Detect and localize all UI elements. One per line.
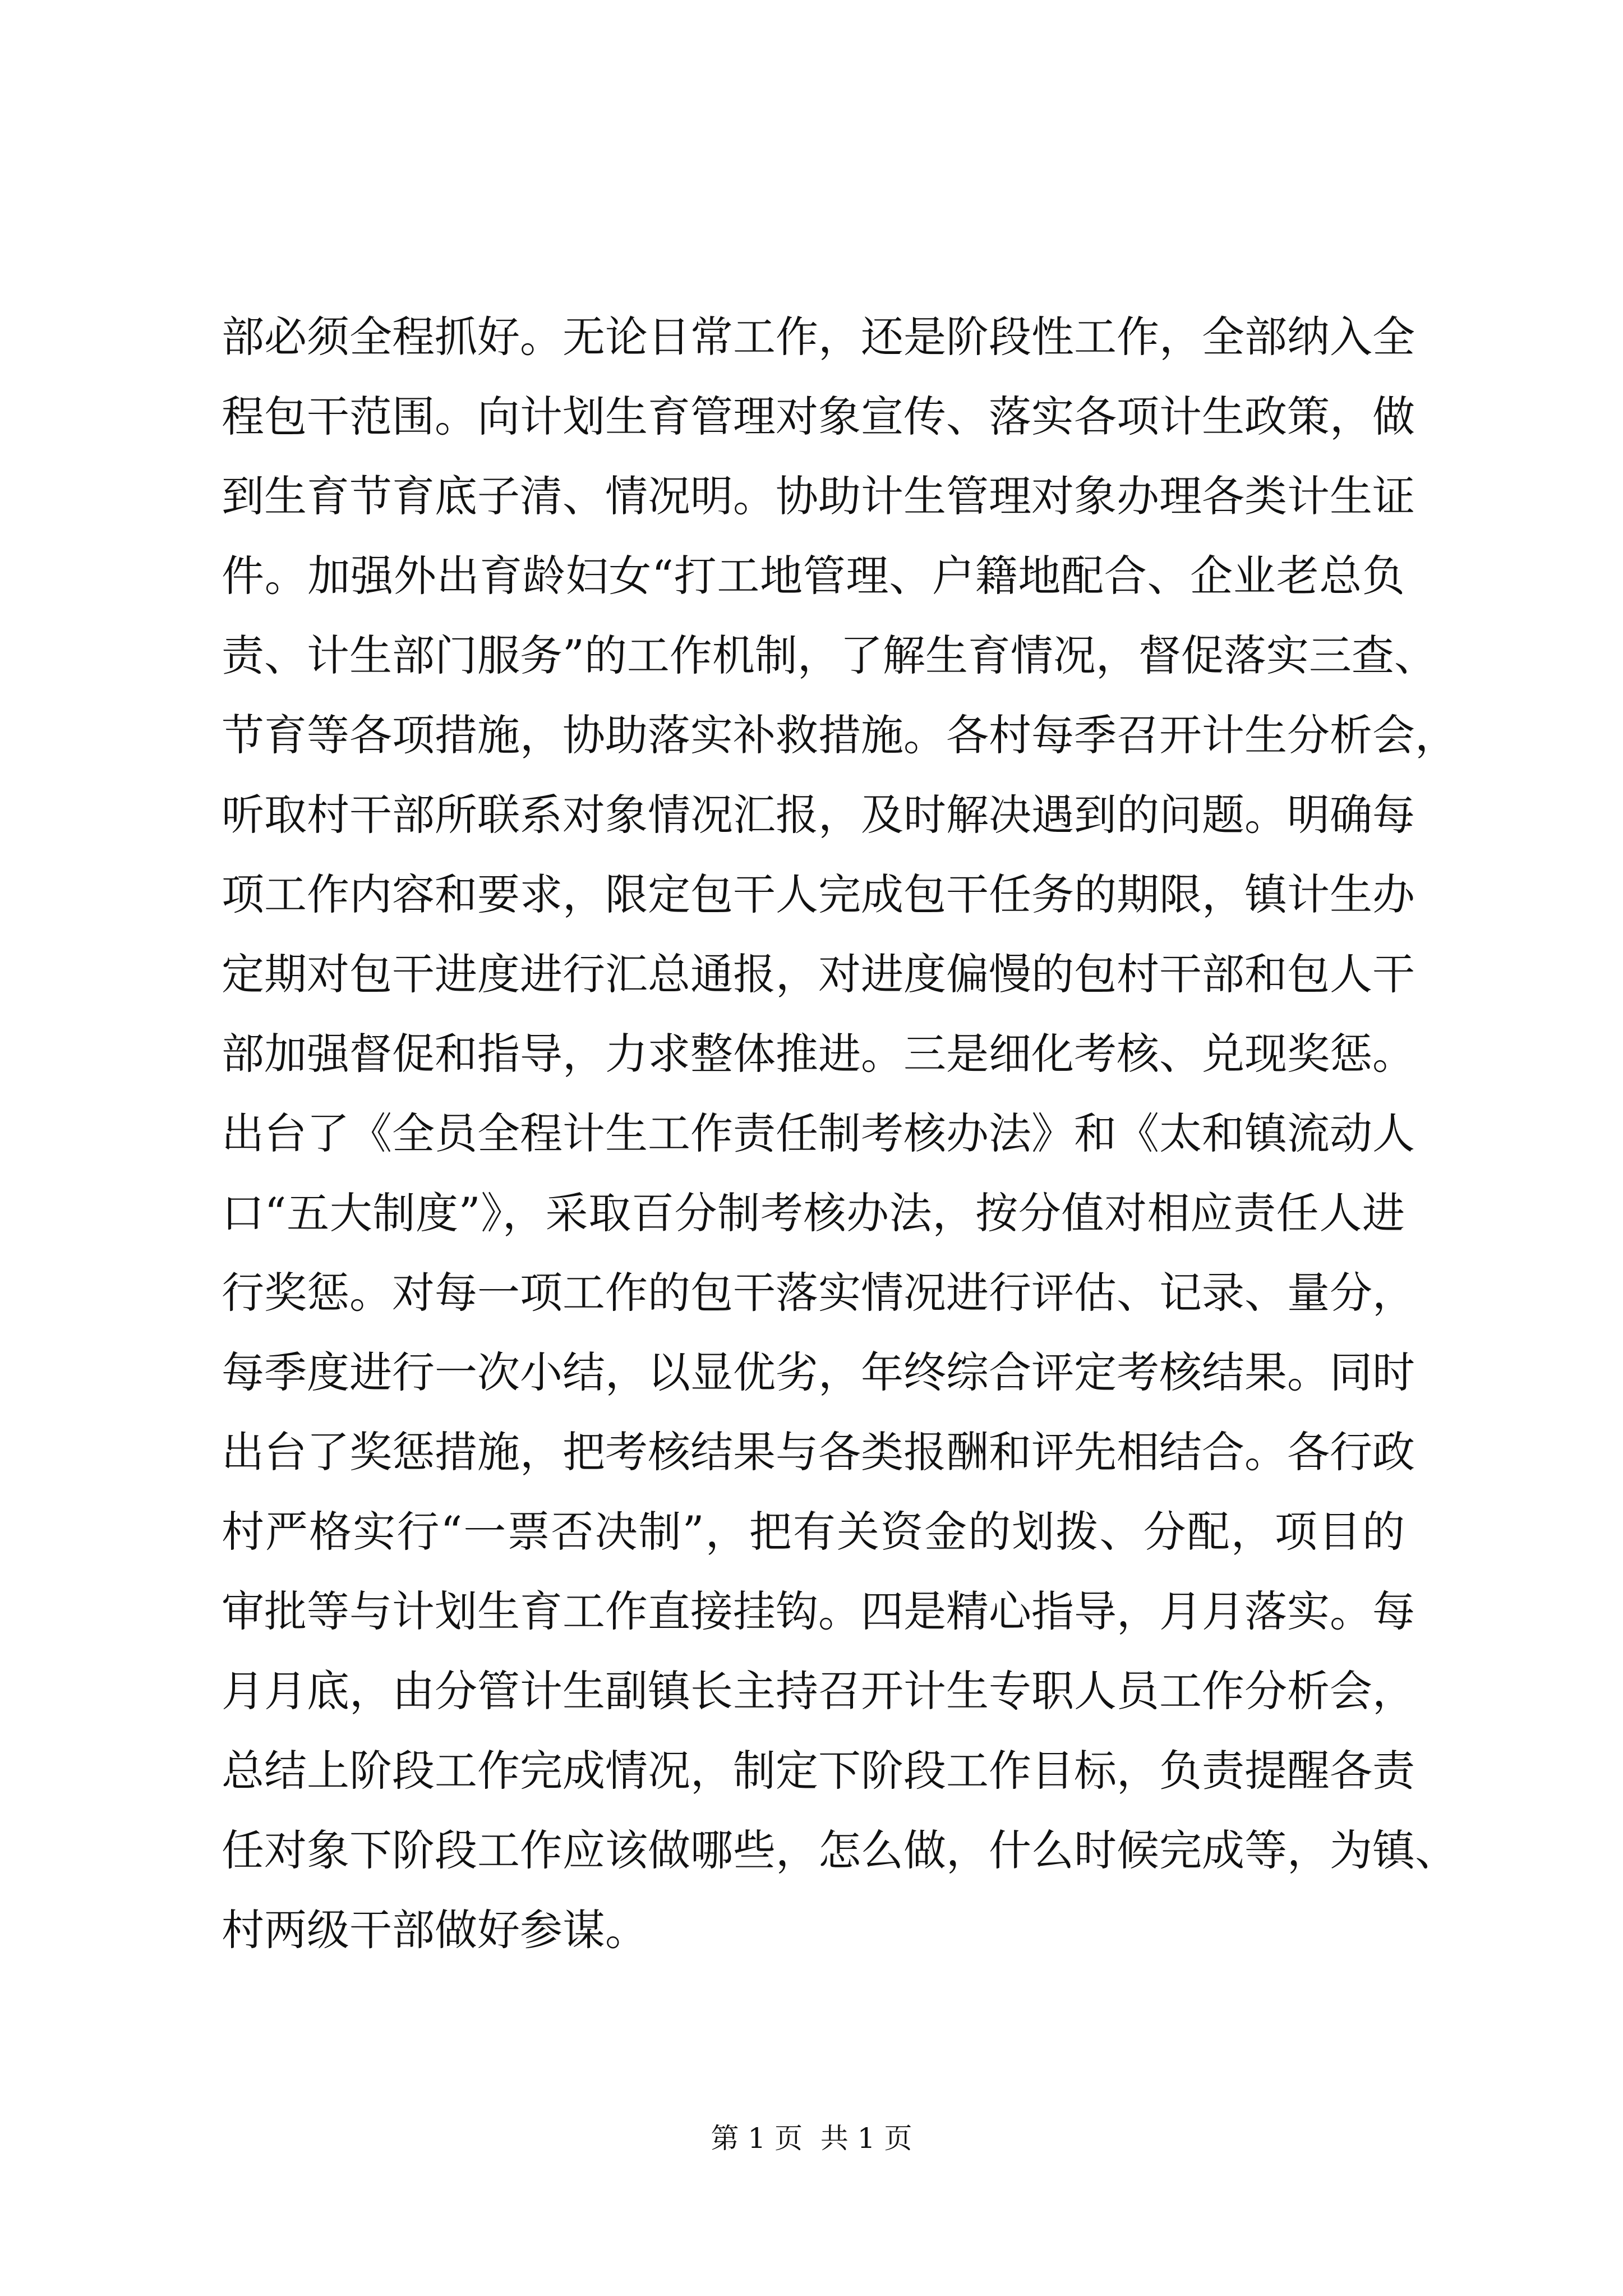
text-line: 审批等与计划生育工作直接挂钩。四是精心指导，月月落实。每 <box>222 1586 1415 1636</box>
page-number-label: 第 1 页 共 1 页 <box>711 2122 912 2155</box>
text-line: 件。加强外出育龄妇女“打工地管理、户籍地配合、企业老总负 <box>222 551 1405 601</box>
text-line: 部必须全程抓好。无论日常工作，还是阶段性工作，全部纳入全 <box>222 312 1415 362</box>
text-line: 村两级干部做好参谋。 <box>222 1905 648 1955</box>
text-line: 总结上阶段工作完成情况，制定下阶段工作目标，负责提醒各责 <box>222 1746 1415 1796</box>
text-line: 责、计生部门服务”的工作机制，了解生育情况，督促落实三查、 <box>222 631 1437 680</box>
text-line: 任对象下阶段工作应该做哪些，怎么做，什么时候完成等，为镇、 <box>222 1825 1458 1875</box>
text-line: 村严格实行“一票否决制”，把有关资金的划拨、分配，项目的 <box>222 1507 1405 1557</box>
text-line: 出台了《全员全程计生工作责任制考核办法》和《太和镇流动人 <box>222 1108 1415 1158</box>
text-line: 节育等各项措施，协助落实补救措施。各村每季召开计生分析会， <box>222 710 1458 760</box>
text-line: 到生育节育底子清、情况明。协助计生管理对象办理各类计生证 <box>222 471 1415 521</box>
text-line: 定期对包干进度进行汇总通报，对进度偏慢的包村干部和包人干 <box>222 949 1415 999</box>
text-line: 程包干范围。向计划生育管理对象宣传、落实各项计生政策，做 <box>222 392 1415 441</box>
page-footer <box>0 2122 1623 2155</box>
body-paragraph <box>222 297 1458 1970</box>
text-line: 听取村干部所联系对象情况汇报，及时解决遇到的问题。明确每 <box>222 790 1415 840</box>
text-line: 部加强督促和指导，力求整体推进。三是细化考核、兑现奖惩。 <box>222 1029 1415 1079</box>
text-line: 项工作内容和要求，限定包干人完成包干任务的期限，镇计生办 <box>222 869 1415 919</box>
text-line: 口“五大制度”》，采取百分制考核办法，按分值对相应责任人进 <box>222 1188 1405 1238</box>
text-line: 出台了奖惩措施，把考核结果与各类报酬和评先相结合。各行政 <box>222 1427 1415 1477</box>
text-line: 行奖惩。对每一项工作的包干落实情况进行评估、记录、量分， <box>222 1268 1415 1318</box>
text-line: 月月底，由分管计生副镇长主持召开计生专职人员工作分析会， <box>222 1666 1415 1716</box>
text-line: 每季度进行一次小结，以显优劣，年终综合评定考核结果。同时 <box>222 1347 1415 1397</box>
